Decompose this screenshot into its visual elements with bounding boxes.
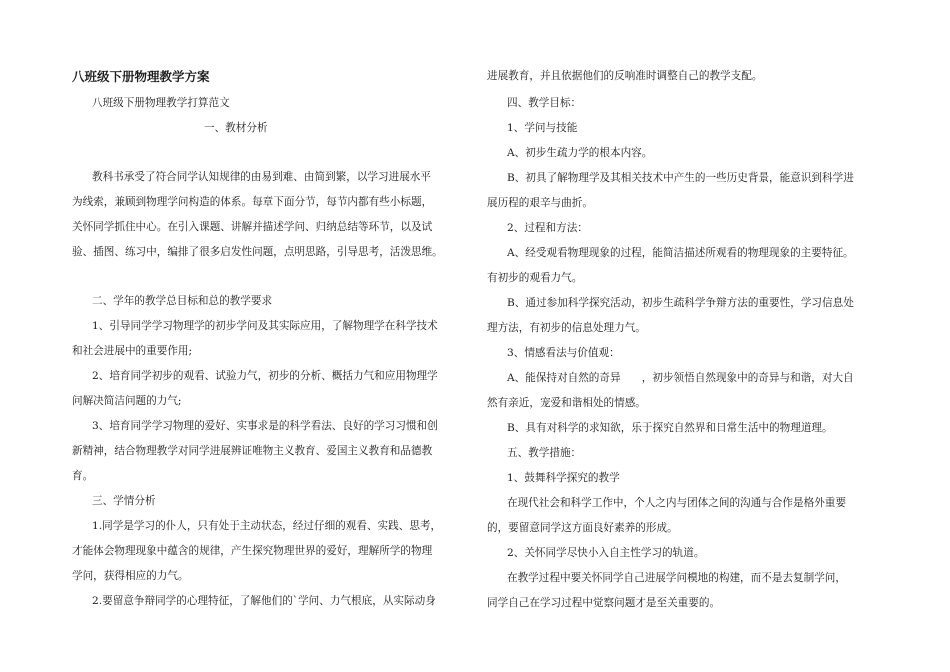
paragraph-line: 1.同学是学习的仆人，只有处于主动状态，经过仔细的观看、实践、思考， [92, 520, 442, 532]
paragraph-line: 同学自己在学习过程中觉察问题才是至关重要的。 [487, 597, 721, 609]
subtitle: 八班级下册物理教学打算范文 [92, 97, 230, 109]
paragraph-line: B、初具了解物理学及其相关技术中产生的一些历史背景，能意识到科学进 [507, 172, 854, 184]
paragraph-line: 然有亲近，宠爱和谐相处的情感。 [487, 397, 646, 409]
paragraph-line: 问解决简洁问题的力气; [72, 395, 182, 407]
paragraph-line: 在教学过程中要关怀同学自己进展学问模地的构建，而不是去复制学问， [507, 572, 846, 584]
paragraph-line: 教科书承受了符合同学认知规律的由易到难、由简到繁，以学习进展水平 [92, 171, 431, 183]
paragraph-line: B、通过参加科学探究活动，初步生疏科学争辩方法的重要性，学习信息处 [507, 297, 854, 309]
paragraph-line: 展历程的艰辛与曲折。 [487, 197, 593, 209]
sub-heading: 2、关怀同学尽快小入自主性学习的轨道。 [507, 547, 705, 559]
paragraph-line: 才能体会物理现象中蕴含的规律，产生探究物理世界的爱好，理解所学的物理 [72, 545, 433, 557]
sub-heading: 1、学问与技能 [507, 122, 578, 134]
paragraph-line: 学问，获得相应的力气。 [72, 570, 189, 582]
paragraph-line: 为线索，兼顾到物理学问构造的体系。每章下面分节，每节内都有些小标题， [72, 196, 433, 208]
paragraph-line: 进展教育，并且依据他们的反响准时调整自己的教学支配。 [487, 70, 763, 82]
paragraph-line: 关怀同学抓住中心。在引入课题、讲解并描述学问、归纳总结等环节，以及试 [72, 221, 433, 233]
paragraph-line: 1、引导同学学习物理学的初步学问及其实际应用，了解物理学在科学技术 [92, 320, 438, 332]
paragraph-line: 2、培育同学初步的观看、试验力气，初步的分析、概括力气和应用物理学 [92, 370, 438, 382]
paragraph-line: 新精神，结合物理教学对同学进展辨证唯物主义教育、爱国主义教育和品德教 [72, 445, 433, 457]
paragraph-line: A、初步生疏力学的根本内容。 [507, 147, 653, 159]
sub-heading: 1、鼓舞科学探究的教学 [507, 472, 620, 484]
paragraph-line: A、能保持对自然的奇异 ，初步领悟自然现象中的奇异与和谐，对大自 [507, 372, 854, 384]
sub-heading: 3、情感看法与价值观： [507, 347, 620, 359]
section-heading: 三、学情分析 [92, 495, 156, 507]
section-heading: 一、教材分析 [204, 122, 268, 134]
paragraph-line: 和社会进展中的重要作用; [72, 345, 193, 357]
sub-heading: 2、过程和方法： [507, 222, 588, 234]
paragraph-line: 2.要留意争辩同学的心理特征，了解他们的`学问、力气根底，从实际动身 [92, 595, 436, 607]
paragraph-line: 3、培育同学学习物理的爱好、实事求是的科学看法、良好的学习习惯和创 [92, 420, 438, 432]
paragraph-line: 有初步的观看力气。 [487, 272, 583, 284]
document-title: 八班级下册物理教学方案 [72, 69, 210, 84]
paragraph-line: 育。 [72, 470, 94, 482]
section-heading: 四、教学目标： [507, 97, 582, 109]
section-heading: 五、教学措施： [507, 447, 582, 459]
paragraph-line: 的，要留意同学这方面良好素养的形成。 [487, 522, 678, 534]
paragraph-line: 理方法，有初步的信息处理力气。 [487, 322, 646, 334]
paragraph-line: 验、插图、练习中，编排了很多启发性问题，点明思路，引导思考，活泼思维。 [72, 246, 443, 258]
paragraph-line: 在现代社会和科学工作中，个人之内与团体之间的沟通与合作是格外重要 [507, 497, 846, 509]
paragraph-line: B、具有对科学的求知欲，乐于探究自然界和日常生活中的物理道理。 [507, 422, 833, 434]
paragraph-line: A、经受观看物理现象的过程，能简洁描述所观看的物理现象的主要特征。 [507, 247, 854, 259]
section-heading: 二、学年的教学总目标和总的教学要求 [92, 295, 273, 307]
